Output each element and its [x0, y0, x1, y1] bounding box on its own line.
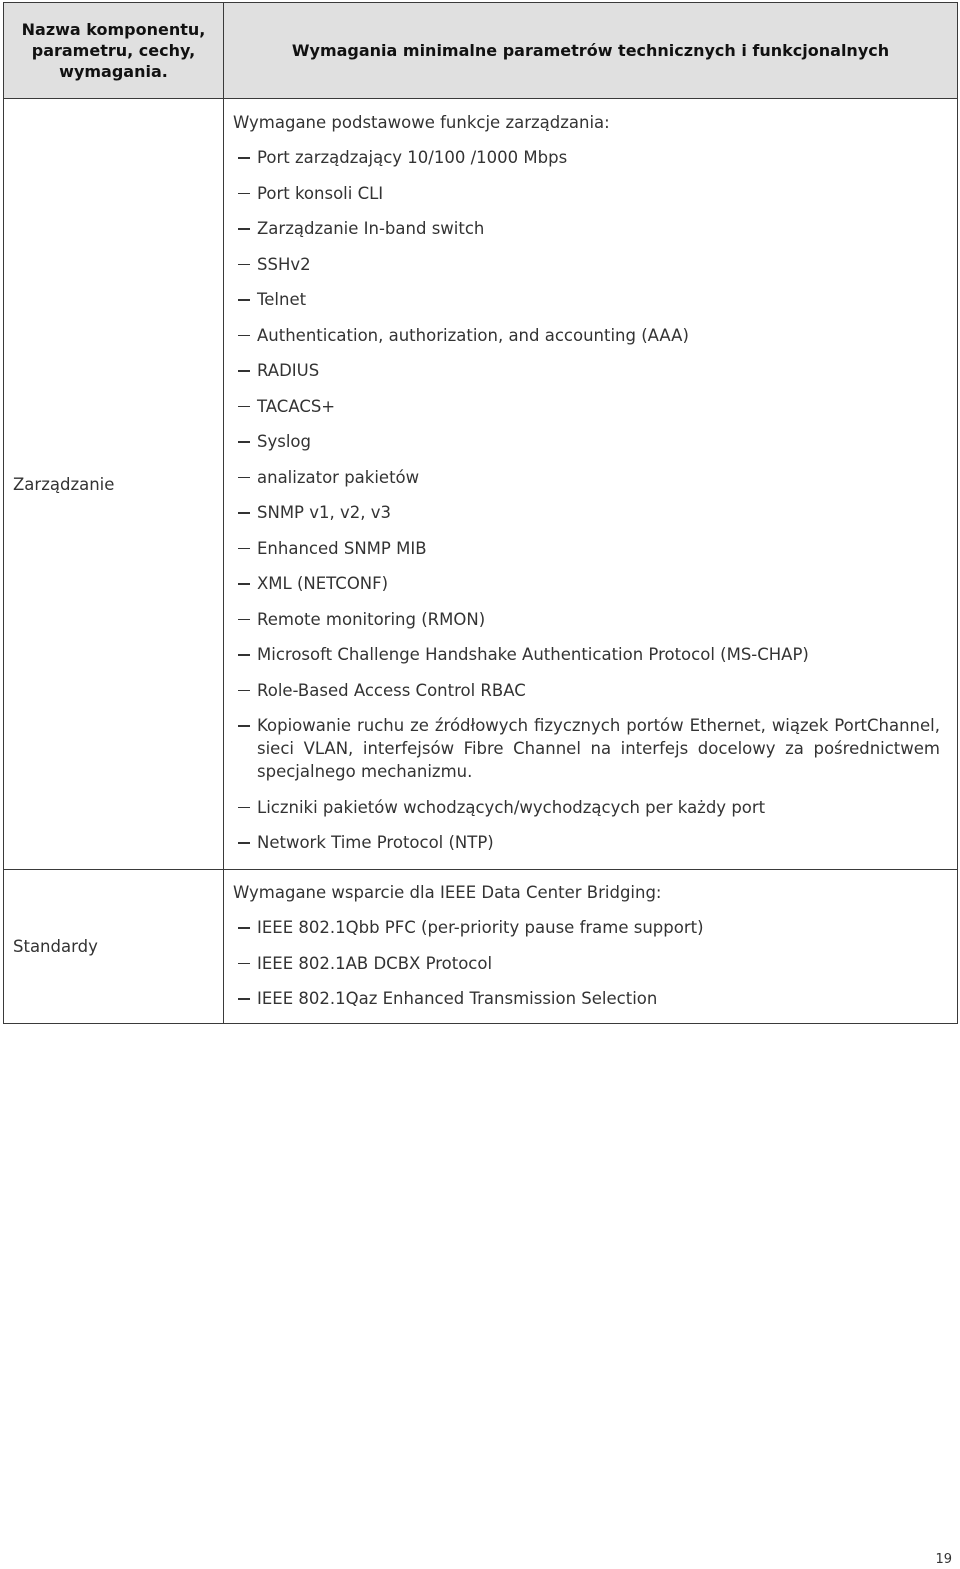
list-item: Syslog [233, 430, 940, 453]
list-item: SSHv2 [233, 253, 940, 276]
requirements-list [233, 146, 940, 854]
dash-bullet-icon [238, 477, 250, 479]
dash-bullet-icon [238, 512, 250, 514]
list-item: SNMP v1, v2, v3 [233, 501, 940, 524]
header-requirements: Wymagania minimalne parametrów technicznych i funkcjonalnych [224, 3, 958, 99]
requirements-table [3, 2, 958, 1024]
list-item: Zarządzanie In-band switch [233, 217, 940, 240]
dash-bullet-icon [238, 441, 250, 443]
dash-bullet-icon [238, 583, 250, 585]
list-item: Remote monitoring (RMON) [233, 608, 940, 631]
list-item: analizator pakietów [233, 466, 940, 489]
row-requirements-zarzadzanie [224, 99, 958, 870]
requirements-intro: Wymagane podstawowe funkcje zarządzania: [233, 113, 610, 132]
list-item: Role-Based Access Control RBAC [233, 679, 940, 702]
dash-bullet-icon [238, 963, 250, 965]
table-row-standardy [4, 870, 958, 1024]
list-item: Kopiowanie ruchu ze źródłowych fizycznych portów Ethernet, wiązek PortChannel, sieci VLAN, interfejsów Fibre Channel na interfejs docelowy za pośrednictwem specjalnego mechanizmu. [233, 714, 940, 783]
dash-bullet-icon [238, 927, 250, 929]
dash-bullet-icon [238, 842, 250, 844]
list-item: TACACS+ [233, 395, 940, 418]
list-item: Liczniki pakietów wchodzących/wychodzących per każdy port [233, 796, 940, 819]
table-header-row [4, 3, 958, 99]
list-item: IEEE 802.1Qbb PFC (per-priority pause frame support) [233, 916, 940, 939]
list-item: RADIUS [233, 359, 940, 382]
dash-bullet-icon [238, 654, 250, 656]
dash-bullet-icon [238, 193, 250, 195]
requirements-intro: Wymagane wsparcie dla IEEE Data Center Bridging: [233, 883, 662, 902]
requirements-list [233, 916, 940, 1010]
dash-bullet-icon [238, 548, 250, 550]
list-item: Port konsoli CLI [233, 182, 940, 205]
list-item: IEEE 802.1Qaz Enhanced Transmission Selection [233, 987, 940, 1010]
dash-bullet-icon [238, 619, 250, 621]
table-row-zarzadzanie [4, 99, 958, 870]
list-item: Network Time Protocol (NTP) [233, 831, 940, 854]
list-item: Telnet [233, 288, 940, 311]
dash-bullet-icon [238, 335, 250, 337]
dash-bullet-icon [238, 157, 250, 159]
header-component-name: Nazwa komponentu, parametru, cechy, wymagania. [4, 3, 224, 99]
dash-bullet-icon [238, 370, 250, 372]
row-name-standardy: Standardy [4, 870, 224, 1024]
list-item: IEEE 802.1AB DCBX Protocol [233, 952, 940, 975]
dash-bullet-icon [238, 690, 250, 692]
dash-bullet-icon [238, 998, 250, 1000]
dash-bullet-icon [238, 725, 250, 727]
dash-bullet-icon [238, 406, 250, 408]
list-item: Microsoft Challenge Handshake Authentication Protocol (MS-CHAP) [233, 643, 940, 666]
page-number: 19 [935, 1552, 952, 1567]
row-name-zarzadzanie: Zarządzanie [4, 99, 224, 870]
dash-bullet-icon [238, 807, 250, 809]
dash-bullet-icon [238, 299, 250, 301]
dash-bullet-icon [238, 264, 250, 266]
dash-bullet-icon [238, 228, 250, 230]
row-requirements-standardy [224, 870, 958, 1024]
list-item: Authentication, authorization, and accounting (AAA) [233, 324, 940, 347]
list-item: Port zarządzający 10/100 /1000 Mbps [233, 146, 940, 169]
list-item: XML (NETCONF) [233, 572, 940, 595]
list-item: Enhanced SNMP MIB [233, 537, 940, 560]
